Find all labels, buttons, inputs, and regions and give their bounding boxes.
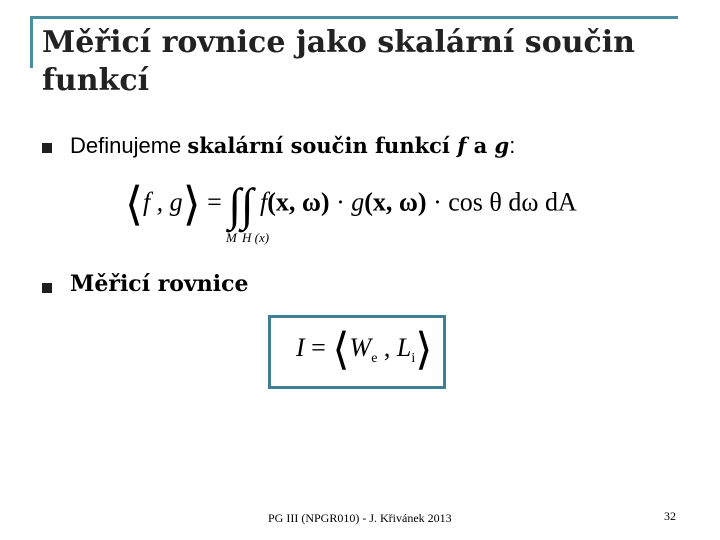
page-number: 32 [664, 509, 676, 523]
comma: , [377, 332, 397, 362]
bullet-marker [42, 283, 52, 293]
dot-operator: · [336, 187, 345, 217]
symbol-L: L [396, 332, 412, 362]
definition-g: g [494, 133, 510, 158]
bullet-definition [70, 133, 515, 159]
measurement-formula [296, 325, 433, 374]
equals-sign: = [207, 187, 222, 217]
formula-tail: · cos θ dω dA [433, 187, 577, 217]
angle-close: ⟩ [182, 178, 201, 230]
function-f: f [260, 187, 268, 217]
definition-f: f [457, 133, 467, 158]
bullet-measurement-equation: Měřicí rovnice [70, 271, 249, 297]
definition-a: a [466, 133, 495, 158]
definition-suffix: : [509, 133, 516, 158]
integral-sign-2: ∫ [240, 179, 254, 230]
args-f: (x, ω) [267, 187, 330, 217]
lhs-content: f , g [142, 187, 183, 217]
inner-product-formula [125, 178, 577, 248]
sub-e: e [371, 351, 378, 367]
integral-sub-M: M [226, 230, 237, 245]
args-g: (x, ω) [364, 187, 427, 217]
angle-close: ⟩ [415, 325, 433, 374]
angle-open: ⟨ [125, 178, 143, 230]
bullet-marker [42, 143, 52, 153]
slide-title: Měřicí rovnice jako skalární součin funkcí [42, 25, 635, 98]
definition-prefix: Definujeme [70, 133, 188, 158]
angle-open: ⟨ [332, 325, 350, 374]
equals-sign: = [311, 332, 326, 362]
sub-i: i [411, 351, 416, 367]
function-g: g [351, 187, 365, 217]
footer-text: PG III (NPGR010) - J. Křivánek 2013 [268, 511, 452, 525]
integral-sign-1: ∫ [228, 179, 241, 230]
definition-bold: skalární součin funkcí [187, 133, 458, 158]
symbol-W: W [349, 332, 372, 362]
integral-sub-H: H (x) [242, 230, 270, 245]
symbol-I: I [296, 332, 305, 362]
